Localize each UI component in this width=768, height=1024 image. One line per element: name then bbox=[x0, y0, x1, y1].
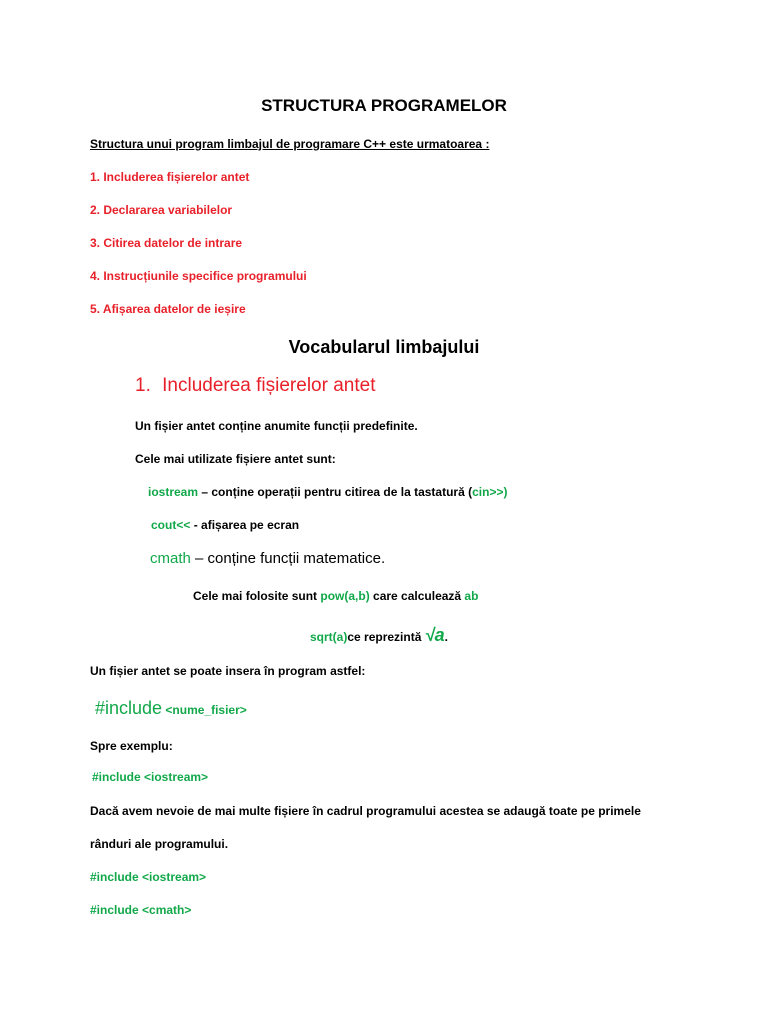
include-syntax bbox=[95, 696, 247, 722]
example-code: #include <iostream> bbox=[92, 770, 209, 784]
pow-result: ab bbox=[464, 589, 479, 603]
code-line-2: #include <cmath> bbox=[90, 903, 192, 917]
paragraph-common-headers: Cele mai utilizate fișiere antet sunt: bbox=[135, 452, 336, 466]
paragraph-multiple-1: Dacă avem nevoie de mai multe fișiere în cadrul programului acestea se adaugă toate pe primele bbox=[90, 804, 641, 818]
pow-line bbox=[193, 588, 478, 604]
cmath-desc: – conține funcții matematice. bbox=[190, 550, 386, 567]
page-title: STRUCTURA PROGRAMELOR bbox=[261, 96, 507, 115]
cmath-line bbox=[150, 549, 385, 569]
cmath-keyword: cmath bbox=[150, 550, 191, 567]
structure-item-5: 5. Afișarea datelor de ieșire bbox=[90, 302, 246, 316]
paragraph-header-def: Un fișier antet conține anumite funcții predefinite. bbox=[135, 419, 418, 433]
structure-item-4: 4. Instrucțiunile specifice programului bbox=[90, 269, 307, 283]
iostream-desc: – conține operații pentru citirea de la tastatură ( bbox=[198, 485, 473, 499]
include-directive: #include bbox=[95, 698, 163, 718]
pow-function: pow(a,b) bbox=[320, 589, 370, 603]
structure-item-3: 3. Citirea datelor de intrare bbox=[90, 236, 243, 250]
example-label: Spre exemplu: bbox=[90, 739, 173, 753]
sqrt-end: . bbox=[444, 630, 448, 644]
cout-keyword: cout<< bbox=[151, 518, 191, 532]
paragraph-multiple-2: rânduri ale programului. bbox=[90, 837, 229, 851]
sqrt-mid: ce reprezintă bbox=[347, 630, 425, 644]
sqrt-symbol: √a bbox=[424, 625, 445, 645]
cout-line bbox=[151, 517, 299, 533]
paragraph-insert: Un fișier antet se poate insera în program astfel: bbox=[90, 664, 366, 678]
section-heading bbox=[135, 375, 375, 397]
iostream-close: ) bbox=[503, 485, 508, 499]
structure-item-2: 2. Declararea variabilelor bbox=[90, 203, 233, 217]
section-title: Includerea fișierelor antet bbox=[162, 375, 376, 396]
iostream-keyword: iostream bbox=[148, 485, 199, 499]
sqrt-line bbox=[310, 625, 448, 647]
structure-item-1: 1. Includerea fișierelor antet bbox=[90, 170, 250, 184]
code-line-1: #include <iostream> bbox=[90, 870, 207, 884]
include-arg: <nume_fisier> bbox=[162, 703, 247, 717]
vocab-heading: Vocabularul limbajului bbox=[288, 337, 480, 357]
intro-text: Structura unui program limbajul de programare C++ este urmatoarea : bbox=[90, 137, 490, 151]
sqrt-function: sqrt(a) bbox=[310, 630, 348, 644]
iostream-line bbox=[148, 484, 507, 500]
section-number: 1. bbox=[135, 375, 151, 396]
pow-mid: care calculează bbox=[369, 589, 465, 603]
pow-prefix: Cele mai folosite sunt bbox=[193, 589, 321, 603]
cin-keyword: cin>> bbox=[472, 485, 504, 499]
cout-desc: - afișarea pe ecran bbox=[190, 518, 300, 532]
